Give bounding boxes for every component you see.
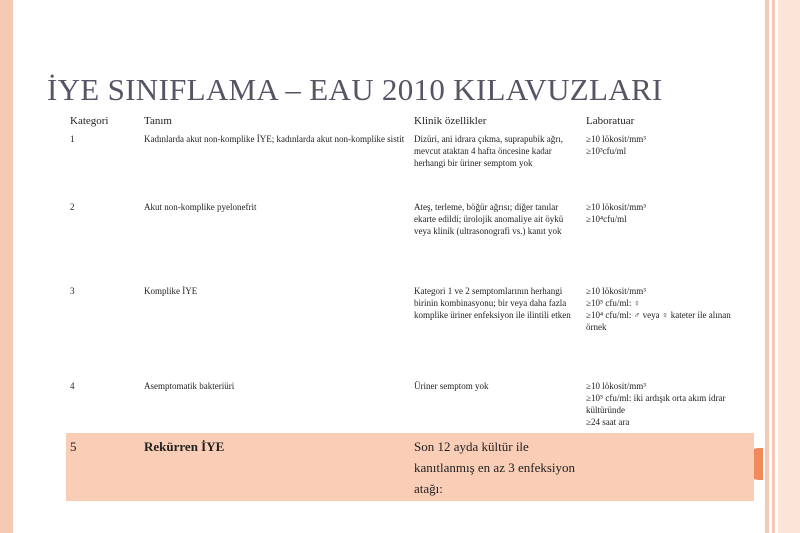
right-decorative-band xyxy=(778,0,800,533)
cell-definition: Komplike İYE xyxy=(144,286,198,296)
cell-category: 4 xyxy=(70,381,75,391)
cell-definition: Asemptomatik bakteriüri xyxy=(144,381,235,391)
lab-line: ≥10⁵ cfu/ml: ♀ xyxy=(586,298,641,308)
lab-line: ≥10 lökosit/mm³ xyxy=(586,202,646,212)
cell-laboratory xyxy=(582,433,754,501)
table-header-row xyxy=(66,113,754,131)
cell-laboratory xyxy=(582,283,754,378)
lab-line: ≥10⁴cfu/ml xyxy=(586,214,627,224)
header-category: Kategori xyxy=(70,115,109,127)
header-definition: Tanım xyxy=(144,115,172,127)
cell-category: 2 xyxy=(70,202,75,212)
cell-definition: Rekürren İYE xyxy=(140,433,410,501)
cell-category: 1 xyxy=(70,134,75,144)
cell-clinical: Son 12 ayda kültür ile kanıtlanmış en az 3 enfeksiyon atağı: xyxy=(410,433,582,501)
table-row-highlighted xyxy=(66,433,754,501)
lab-line: ≥10 lökosit/mm³ xyxy=(586,286,646,296)
table-row xyxy=(66,283,754,378)
table-row xyxy=(66,131,754,199)
right-decorative-stripe xyxy=(772,0,775,533)
slide-title: İYE SINIFLAMA – EAU 2010 KILAVUZLARI xyxy=(47,72,663,107)
lab-line: ≥10³cfu/ml xyxy=(586,146,627,156)
cell-clinical: Ateş, terleme, böğür ağrısı; diğer tanılar ekarte edildi; ürolojik anomaliye ait öykü veya klinik (ultrasonografi vs.) kanıt yok xyxy=(414,202,564,236)
cell-laboratory xyxy=(582,378,754,433)
header-laboratory: Laboratuar xyxy=(586,115,635,127)
header-clinical: Klinik özellikler xyxy=(414,115,487,127)
classification-table xyxy=(66,113,754,501)
cell-clinical: Üriner semptom yok xyxy=(414,381,489,391)
cell-definition: Kadınlarda akut non-komplike İYE; kadınlarda akut non-komplike sistit xyxy=(144,134,405,144)
cell-clinical: Kategori 1 ve 2 semptomlarının herhangi birinin kombinasyonu; bir veya daha fazla komplike üriner enfeksiyon ile ilintili etken xyxy=(414,286,571,320)
cell-category: 3 xyxy=(70,286,75,296)
cell-definition: Akut non-komplike pyelonefrit xyxy=(144,202,257,212)
cell-laboratory xyxy=(582,199,754,283)
lab-line: ≥10 lökosit/mm³ xyxy=(586,134,646,144)
lab-line: ≥10⁵ cfu/ml: iki ardışık orta akım idrar kültüründe xyxy=(586,393,726,415)
cell-clinical: Dizüri, ani idrara çıkma, suprapubik ağrı, mevcut ataktan 4 hafta öncesine kadar herhangi bir üriner semptom yok xyxy=(414,134,563,168)
cell-category: 5 xyxy=(66,433,140,501)
right-decorative-stripe xyxy=(765,0,769,533)
lab-line: ≥10 lökosit/mm³ xyxy=(586,381,646,391)
cell-laboratory xyxy=(582,131,754,199)
lab-line: ≥10⁴ cfu/ml: ♂ veya ♀ kateter ile alınan örnek xyxy=(586,310,731,332)
left-decorative-bar xyxy=(0,0,13,533)
table-row xyxy=(66,378,754,433)
lab-line: ≥24 saat ara xyxy=(586,417,630,427)
table-row xyxy=(66,199,754,283)
